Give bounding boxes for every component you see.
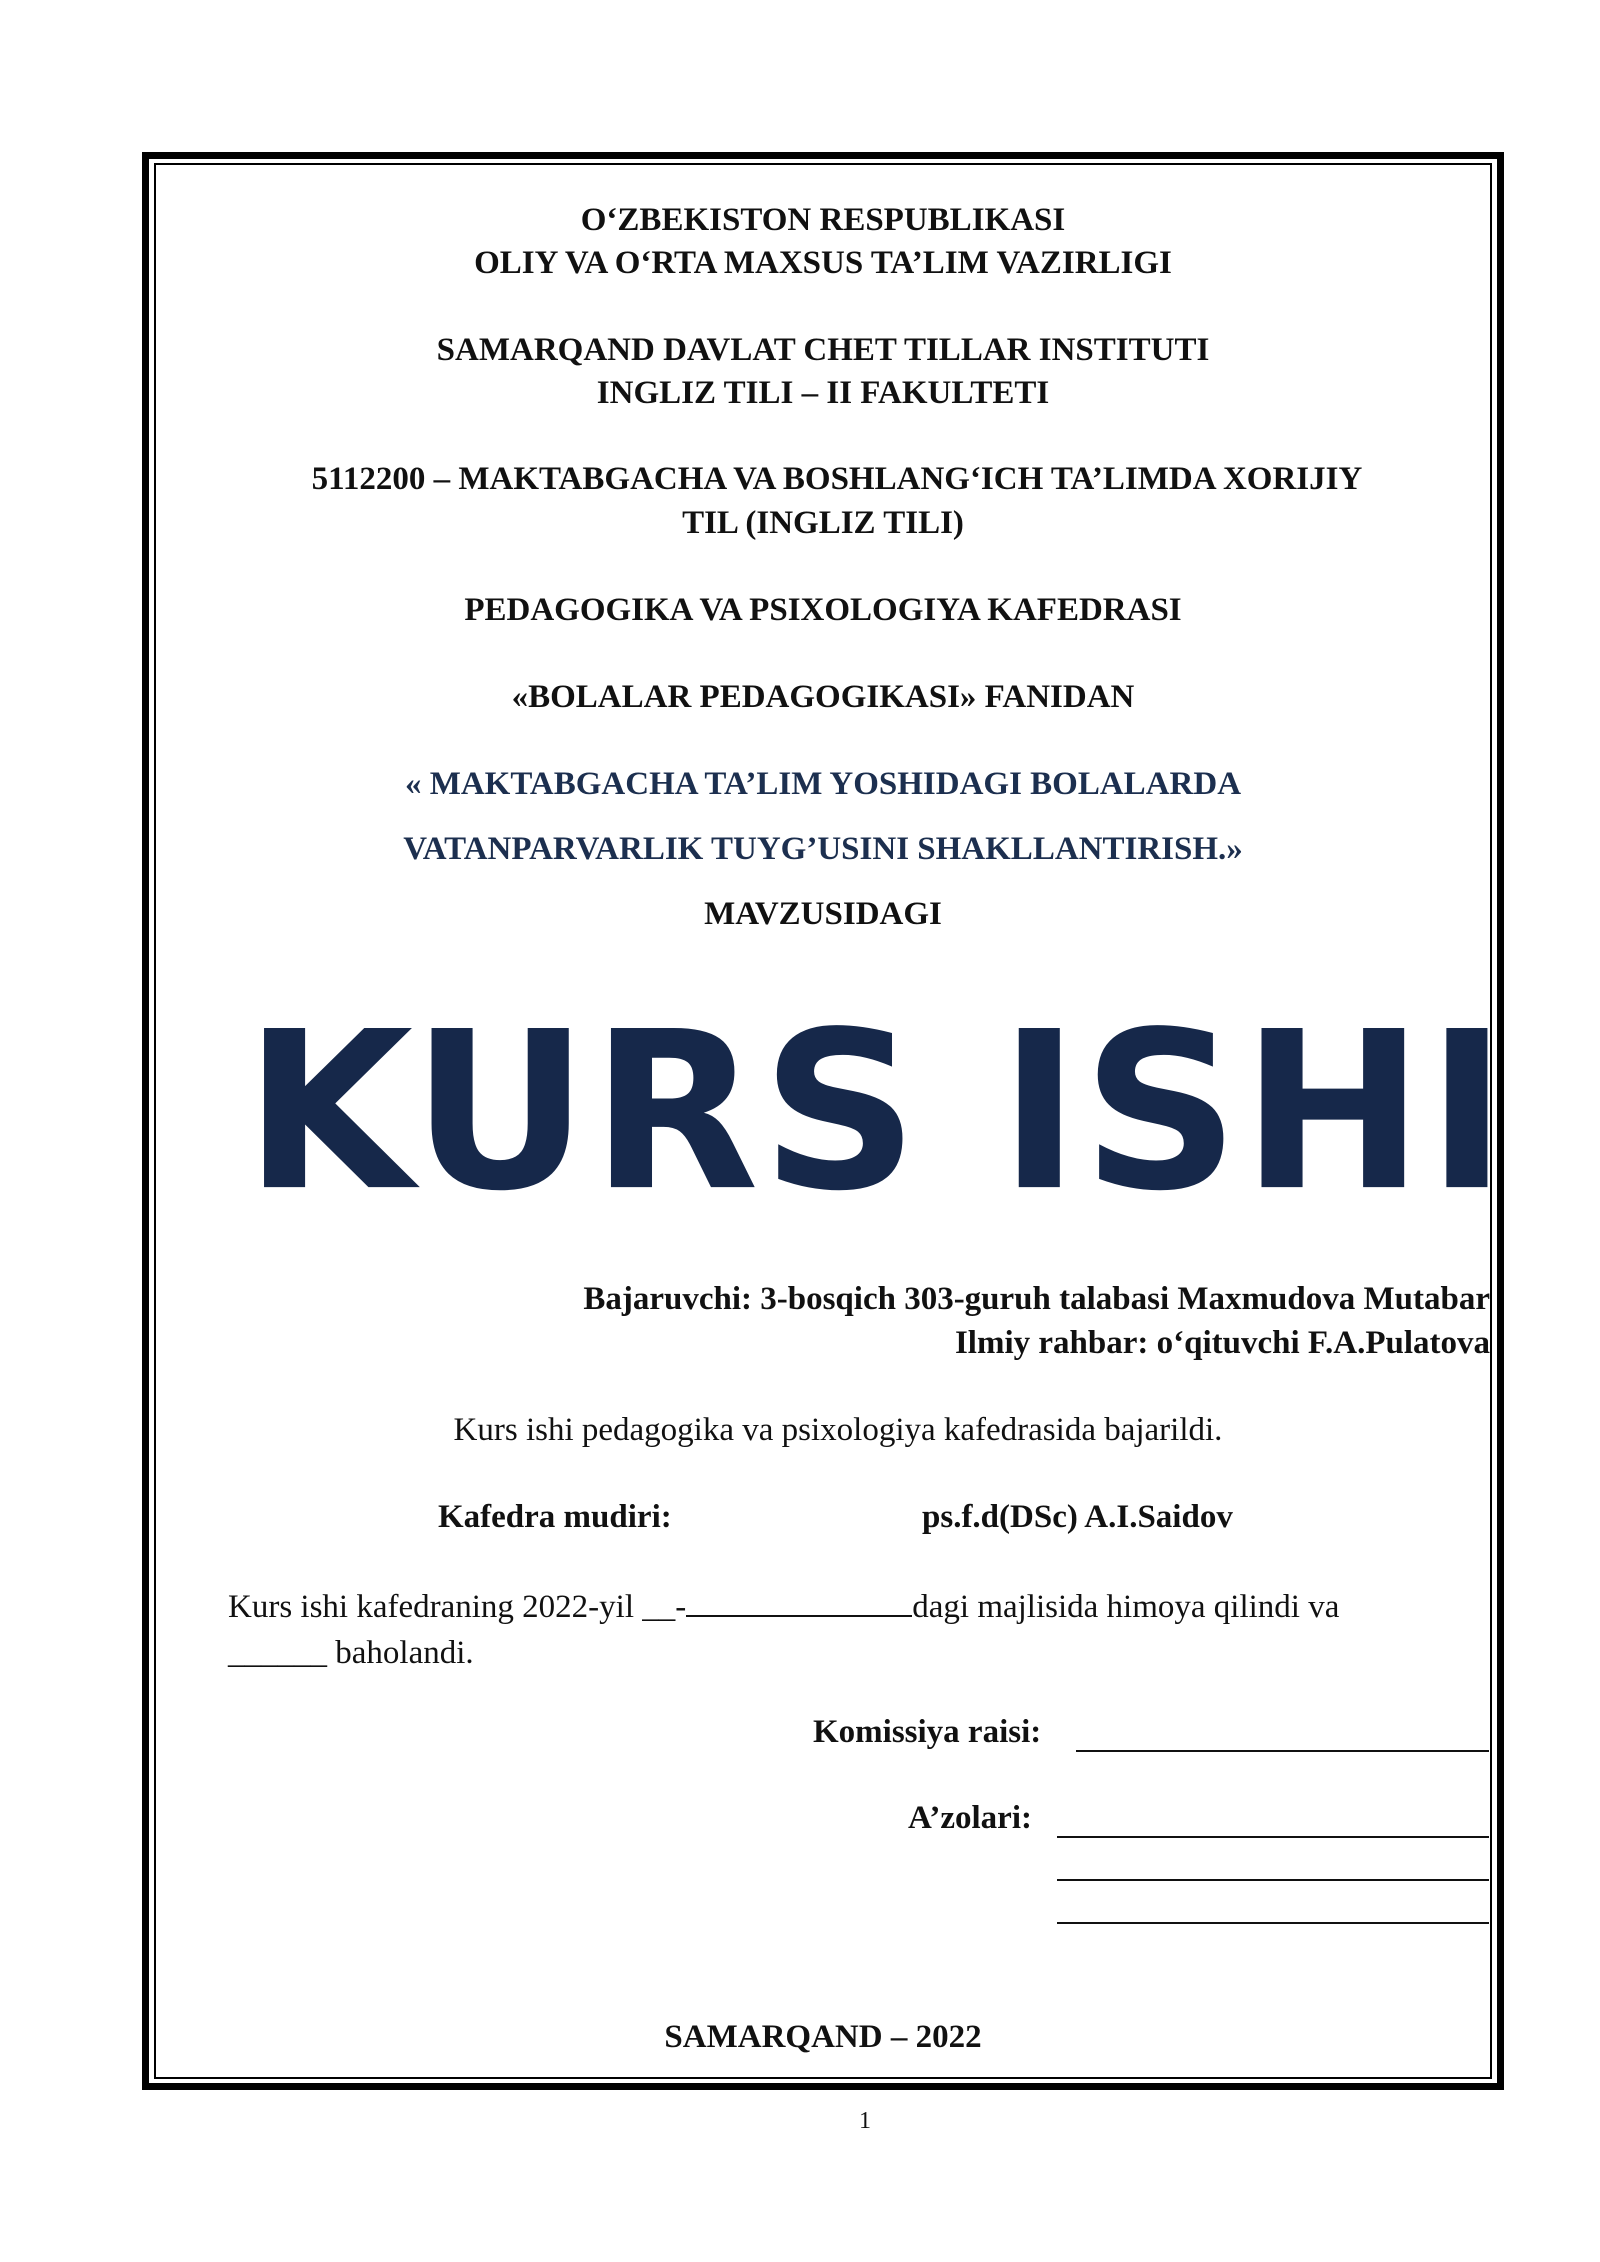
specialty-line-1: 5112200 – MAKTABGACHA VA BOSHLANG‘ICH TA’LIMDA XORIJIY: [311, 461, 1363, 497]
topic-line-1: « MAKTABGACHA TA’LIM YOSHIDAGI BOLALARDA: [404, 766, 1242, 802]
defense-note: [228, 1581, 1492, 1676]
ministry-name: OLIY VA O‘RTA MAXSUS TA’LIM VAZIRLIGI: [474, 245, 1172, 281]
head-label: Kafedra mudiri:: [438, 1499, 672, 1535]
specialty-line-2: TIL (INGLIZ TILI): [682, 505, 964, 541]
date-blank: [686, 1581, 912, 1617]
performer-info: Bajaruvchi: 3-bosqich 303-guruh talabasi Maxmudova Mutabar: [583, 1281, 1490, 1317]
member-line-2: [1057, 1879, 1489, 1881]
member-line-1: [1057, 1836, 1489, 1838]
head-name: ps.f.d(DSc) A.I.Saidov: [922, 1499, 1233, 1535]
institute-name: SAMARQAND DAVLAT CHET TILLAR INSTITUTI: [436, 332, 1210, 368]
commission-chair-line: [1076, 1750, 1489, 1752]
commission-chair-label: Komissiya raisi:: [813, 1714, 1042, 1750]
faculty-name: INGLIZ TILI – II FAKULTETI: [596, 375, 1050, 411]
ministry-country: O‘ZBEKISTON RESPUBLIKASI: [580, 202, 1066, 238]
member-line-3: [1057, 1922, 1489, 1924]
department-name: PEDAGOGIKA VA PSIXOLOGIYA KAFEDRASI: [464, 592, 1182, 628]
topic-suffix: MAVZUSIDAGI: [704, 896, 942, 932]
supervisor-info: Ilmiy rahbar: o‘qituvchi F.A.Pulatova: [954, 1325, 1490, 1361]
defense-text-a: Kurs ishi kafedraning 2022-yil __-: [228, 1589, 687, 1625]
page-number: 1: [859, 2108, 871, 2134]
subject-name: «BOLALAR PEDAGOGIKASI» FANIDAN: [511, 679, 1135, 715]
members-label: A’zolari:: [908, 1800, 1032, 1836]
completion-note: Kurs ishi pedagogika va psixologiya kafedrasida bajarildi.: [453, 1412, 1223, 1448]
document-title: KURS ISHI: [244, 984, 1510, 1240]
city-year: SAMARQAND – 2022: [664, 2019, 982, 2055]
defense-text-b: dagi majlisida himoya qilindi va: [912, 1589, 1340, 1625]
topic-line-2: VATANPARVARLIK TUYG’USINI SHAKLLANTIRISH.»: [403, 831, 1243, 867]
defense-text-c: ______ baholandi.: [228, 1635, 474, 1671]
